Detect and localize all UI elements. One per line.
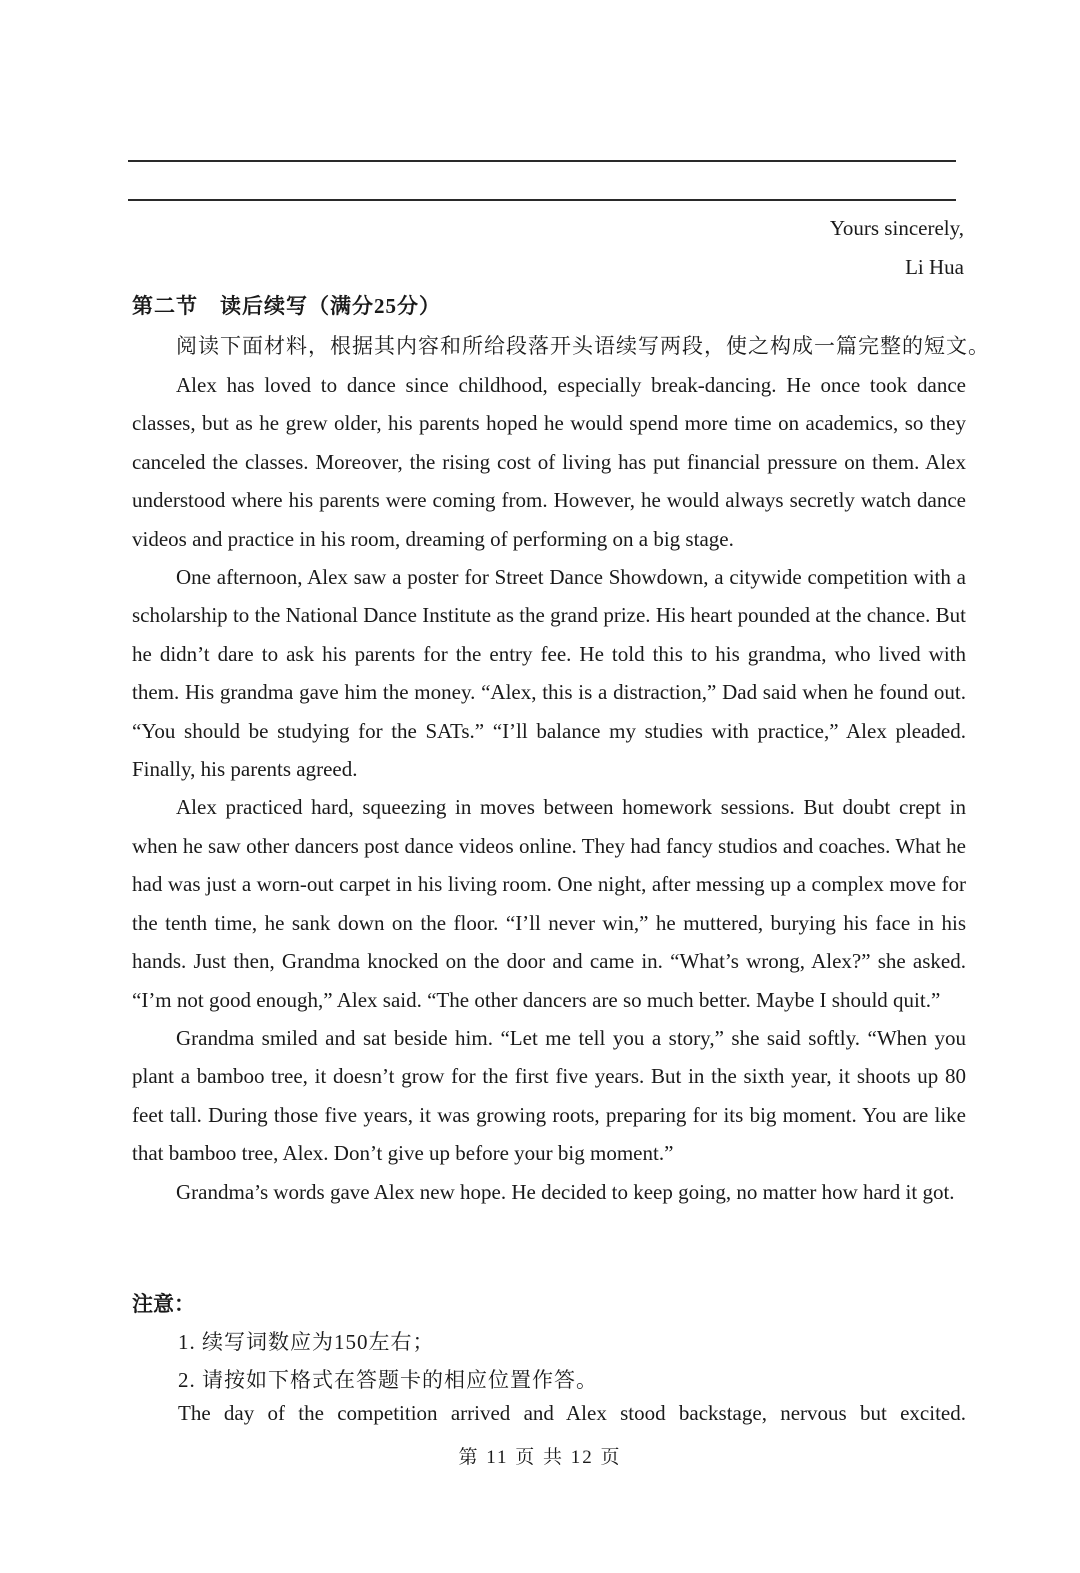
answer-line-1	[128, 160, 956, 162]
continuation-opening: The day of the competition arrived and Alex stood backstage, nervous but excited.	[178, 1401, 966, 1425]
notice-title: 注意：	[132, 1292, 195, 1316]
page-number: 第 11 页 共 12 页	[458, 1447, 622, 1468]
passage-paragraph: Grandma’s words gave Alex new hope. He decided to keep going, no matter how hard it got.	[176, 1179, 955, 1204]
notice-item: 2. 请按如下格式在答题卡的相应位置作答。	[178, 1368, 598, 1392]
reading-passage	[132, 366, 966, 1211]
passage-paragraph: One afternoon, Alex saw a poster for Street Dance Showdown, a citywide competition with a scholarship to the National Dance Institute as the grand prize. His heart pounded at the chance. But he didn’t dare to ask his parents for the entry fee. He told this to his grandma, who lived with them. His grandma gave him the money. “Alex, this is a distraction,” Dad said when he found out. “You should be studying for the SATs.” “I’ll balance my studies with practice,” Alex pleaded. Finally, his parents agreed.	[132, 565, 966, 782]
section-instruction: 阅读下面材料，根据其内容和所给段落开头语续写两段，使之构成一篇完整的短文。	[176, 334, 990, 358]
passage-paragraph: Grandma smiled and sat beside him. “Let me tell you a story,” she said softly. “When you plant a bamboo tree, it doesn’t grow for the first five years. But in the sixth year, it shoots up 80 feet tall. During those five years, it was growing roots, preparing for its big moment. You are like that bamboo tree, Alex. Don’t give up before your big moment.”	[132, 1025, 966, 1166]
notice-item: 1. 续写词数应为150左右；	[178, 1330, 435, 1354]
passage-paragraph: Alex practiced hard, squeezing in moves between homework sessions. But doubt crept in when he saw other dancers post dance videos online. They had fancy studios and coaches. What he had was just a worn-out carpet in his living room. One night, after messing up a complex move for the tenth time, he sank down on the floor. “I’ll never win,” he muttered, burying his face in his hands. Just then, Grandma knocked on the door and came in. “What’s wrong, Alex?” she asked. “I’m not good enough,” Alex said. “The other dancers are so much better. Maybe I should quit.”	[132, 795, 966, 1012]
section-title: 第二节 读后续写（满分25分）	[132, 294, 441, 318]
letter-signature-name: Li Hua	[905, 255, 964, 279]
answer-line-2	[128, 199, 956, 201]
passage-paragraph: Alex has loved to dance since childhood, especially break-dancing. He once took dance classes, but as he grew older, his parents hoped he would spend more time on academics, so they canceled the classes. Moreover, the rising cost of living has put financial pressure on them. Alex understood where his parents were coming from. However, he would always secretly watch dance videos and practice in his room, dreaming of performing on a big stage.	[132, 373, 966, 551]
letter-sign-off: Yours sincerely,	[829, 216, 964, 240]
